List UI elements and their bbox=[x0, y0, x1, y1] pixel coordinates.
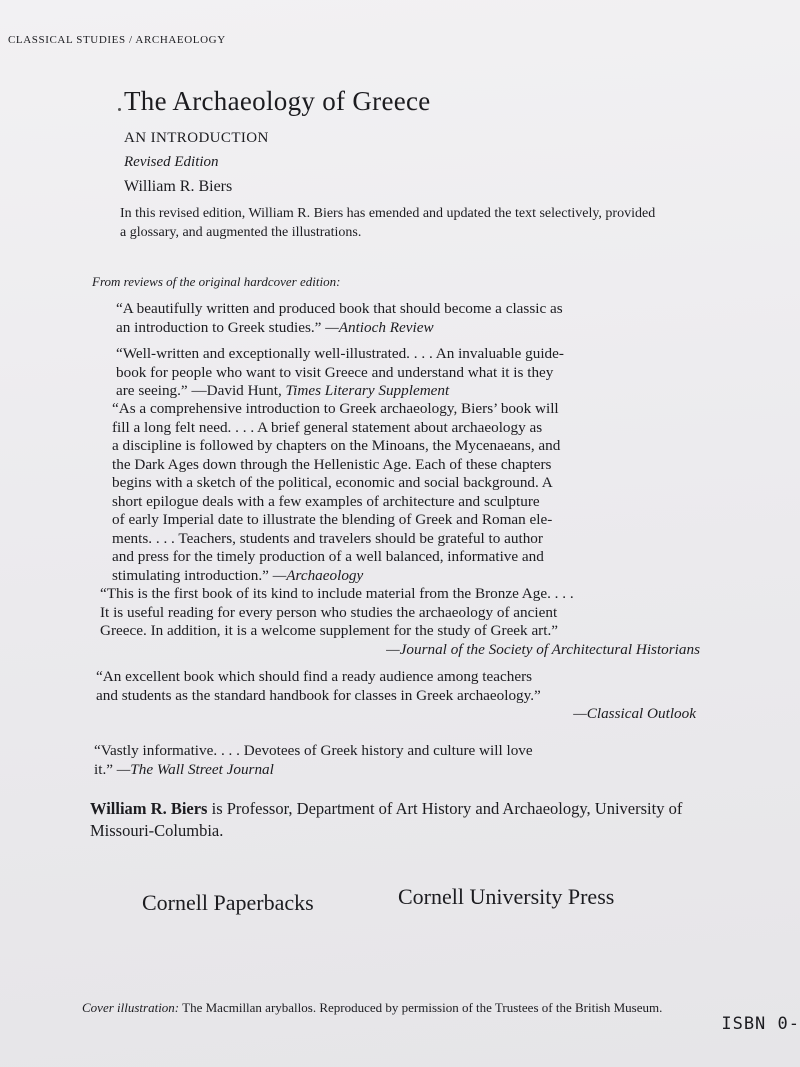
review-line: fill a long felt need. . . . A brief general statement about archaeology as bbox=[112, 418, 543, 436]
review-line: “Well-written and exceptionally well-illustrated. . . . An invaluable guide- bbox=[116, 345, 564, 362]
book-subtitle: AN INTRODUCTION bbox=[124, 130, 269, 146]
review-line: It is useful reading for every person who studies the archaeology of ancient bbox=[100, 603, 558, 621]
cover-credit-text: The Macmillan aryballos. Reproduced by permission of the Trustees of the British Museum. bbox=[179, 1000, 663, 1015]
review-line bbox=[116, 382, 706, 401]
review-line: the Dark Ages down through the Hellenistic Age. Each of these chapters bbox=[112, 455, 552, 473]
book-title: The Archaeology of Greece bbox=[124, 86, 431, 116]
review-line: begins with a sketch of the political, economic and social background. A bbox=[112, 474, 553, 491]
review-quote bbox=[112, 400, 702, 585]
edition-blurb: In this revised edition, William R. Biers has emended and updated the text selectively, provided a glossary, and augmented the illustrations. bbox=[120, 206, 656, 240]
review-quote bbox=[116, 300, 706, 337]
review-text: it.” bbox=[94, 760, 117, 778]
review-line: “As a comprehensive introduction to Greek archaeology, Biers’ book will bbox=[112, 400, 559, 417]
review-line: ments. . . . Teachers, students and travelers should be grateful to author bbox=[112, 529, 543, 547]
bio-name: William R. Biers bbox=[90, 799, 208, 818]
review-line: book for people who want to visit Greece and understand what it is they bbox=[116, 363, 554, 381]
review-quote bbox=[94, 742, 694, 779]
series-imprint: Cornell Paperbacks bbox=[142, 890, 314, 915]
bullet-mark bbox=[118, 108, 121, 111]
bio-text: is Professor, Department of Art History and Archaeology, University of Missouri-Columbia. bbox=[90, 799, 683, 840]
cover-credit bbox=[82, 998, 682, 1018]
review-source: —The Wall Street Journal bbox=[116, 760, 274, 778]
review-quote bbox=[116, 345, 706, 401]
cover-credit-label: Cover illustration: bbox=[82, 1000, 180, 1015]
review-quote bbox=[96, 668, 696, 724]
review-line: “This is the first book of its kind to include material from the Bronze Age. . . . bbox=[100, 585, 574, 602]
edition-label: Revised Edition bbox=[124, 154, 219, 170]
review-line: and press for the timely production of a well balanced, informative and bbox=[112, 548, 544, 565]
review-line: and students as the standard handbook for classes in Greek archaeology.” bbox=[96, 686, 541, 704]
review-text: an introduction to Greek studies.” bbox=[116, 318, 326, 336]
review-line: “A beautifully written and produced book that should become a classic as bbox=[116, 300, 563, 317]
review-text: are seeing.” —David Hunt, bbox=[116, 382, 286, 399]
review-line: of early Imperial date to illustrate the blending of Greek and Roman ele- bbox=[112, 511, 553, 528]
review-source: —Classical Outlook bbox=[573, 705, 696, 722]
review-quote bbox=[100, 585, 700, 659]
isbn-label: ISBN 0- bbox=[721, 1014, 800, 1034]
publisher-imprint: Cornell University Press bbox=[398, 884, 615, 909]
review-line: “An excellent book which should find a ready audience among teachers bbox=[96, 668, 533, 685]
review-line bbox=[116, 319, 706, 338]
category-label: CLASSICAL STUDIES / ARCHAEOLOGY bbox=[8, 34, 226, 46]
review-line: a discipline is followed by chapters on the Minoans, the Mycenaeans, and bbox=[112, 437, 561, 454]
author-name: William R. Biers bbox=[124, 178, 233, 195]
review-source: Times Literary Supplement bbox=[285, 382, 450, 399]
review-line bbox=[94, 761, 694, 780]
review-source: —Archaeology bbox=[272, 566, 364, 584]
review-source: —Antioch Review bbox=[325, 318, 434, 336]
review-line: short epilogue deals with a few examples of architecture and sculpture bbox=[112, 492, 540, 510]
review-line: Greece. In addition, it is a welcome supplement for the study of Greek art.” bbox=[100, 622, 558, 639]
author-bio bbox=[90, 798, 740, 842]
review-text: stimulating introduction.” bbox=[112, 566, 273, 584]
review-line bbox=[112, 567, 702, 586]
reviews-intro: From reviews of the original hardcover edition: bbox=[92, 274, 341, 289]
review-source: —Journal of the Society of Architectural Historians bbox=[386, 640, 700, 658]
review-line: “Vastly informative. . . . Devotees of Greek history and culture will love bbox=[94, 742, 533, 759]
